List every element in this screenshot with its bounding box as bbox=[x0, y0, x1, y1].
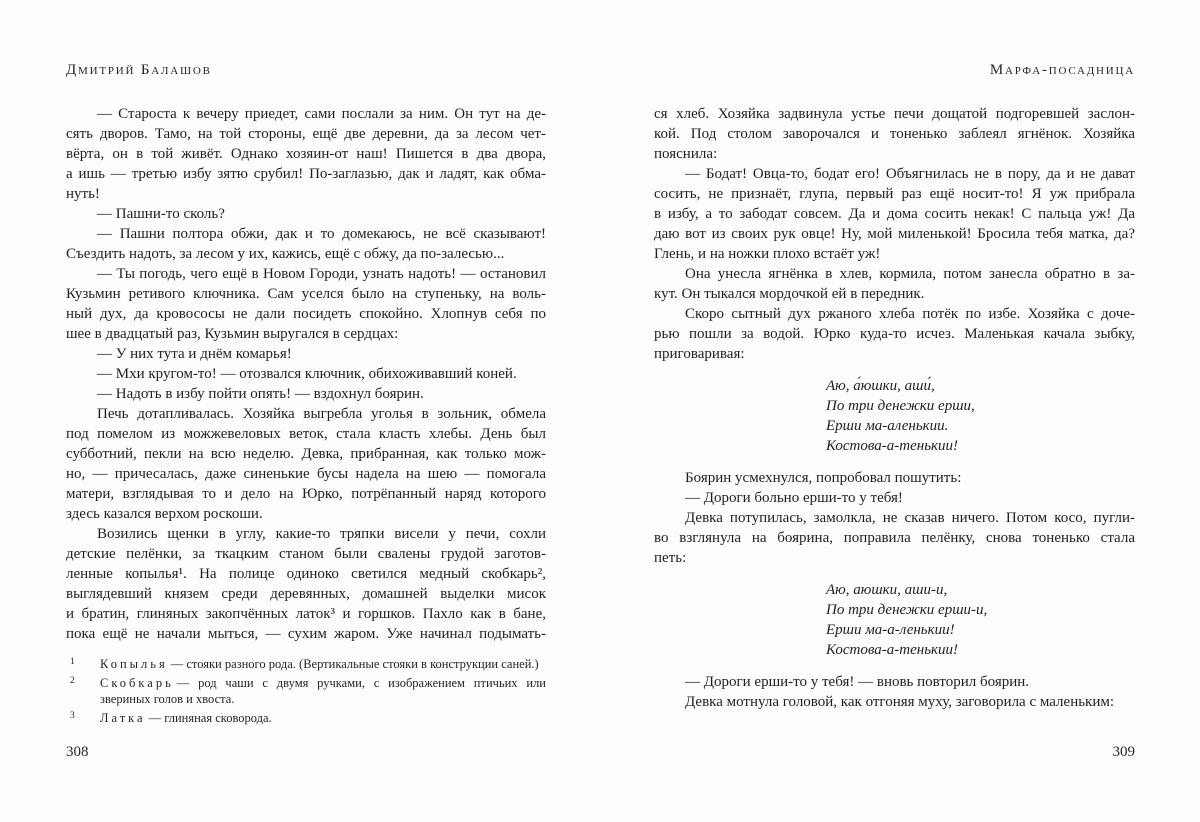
text-line: здесь казался верхом роскоши. bbox=[66, 506, 263, 522]
text-line: — Дороги ерши-то у тебя! — вновь повторил боярин. bbox=[685, 674, 1030, 690]
verse-line: Ерши ма-аленькии. bbox=[826, 418, 949, 434]
verse-line: Аю, а́юшки, аши́, bbox=[826, 378, 935, 394]
text-line: — Бодат! Овца-то, бодат его! Объягнилась не в пору, да и не дават bbox=[685, 166, 1135, 182]
verse-line: Аю, аюшки, аши-и, bbox=[826, 582, 948, 598]
text-line: — Ты погодь, чего ещё в Новом Городи, узнать надоть! — остановил bbox=[97, 266, 546, 282]
left-page-body bbox=[66, 104, 546, 726]
text-line: — Надоть в избу пойти опять! — вздохнул боярин. bbox=[97, 386, 424, 402]
text-line: Она унесла ягнёнка в хлев, кормила, потом занесла обратно в за- bbox=[685, 266, 1135, 282]
right-page bbox=[654, 62, 1135, 802]
footnote-marker: 2 bbox=[70, 676, 75, 686]
text-line: вёрта, он в той живёт. Однако хозяин-от наш! Пишется в два двора, bbox=[66, 146, 546, 162]
text-line: сосить, не признаёт, глупа, первый раз ещё носит-то! Я уж прибрала bbox=[654, 186, 1135, 202]
text-line: даю вот из своих рук овце! Ну, мой миленькой! Бросила тебя матка, да? bbox=[654, 226, 1135, 242]
footnote-text: — род чаши с двумя ручками, с изображением птичьих или звериных голов и хвоста. bbox=[100, 676, 546, 706]
text-line: Боярин усмехнулся, попробовал пошутить: bbox=[685, 470, 962, 486]
footnote-term: Копылья bbox=[100, 657, 168, 671]
text-line: ленные копылья¹. На полице одиноко светился медный скобкарь², bbox=[66, 566, 546, 582]
text-line: петь: bbox=[654, 550, 687, 566]
page-number-left: 308 bbox=[66, 744, 89, 760]
verse-line: Ерши ма-а-ленькии! bbox=[826, 622, 955, 638]
text-line: приговаривая: bbox=[654, 346, 745, 362]
text-line: рью пошли за водой. Юрко куда-то исчез. Маленькая качала зыбку, bbox=[654, 326, 1135, 342]
text-line: — Пашни-то сколь? bbox=[97, 206, 225, 222]
text-line: нуть! bbox=[66, 186, 100, 202]
text-line: Печь дотапливалась. Хозяйка выгребла уголья в зольник, обмела bbox=[97, 406, 546, 422]
running-head-title: Марфа-посадница bbox=[989, 62, 1135, 78]
text-line: ся хлеб. Хозяйка задвинула устье печи дощатой подгоревшей заслон- bbox=[654, 106, 1135, 122]
footnote bbox=[66, 710, 546, 726]
text-line: — Староста к вечеру приедет, сами послали за ним. Он тут на де- bbox=[97, 106, 546, 122]
left-page bbox=[66, 62, 546, 802]
text-line: — Дороги больно ерши-то у тебя! bbox=[685, 490, 903, 506]
verse-line: По три денежки ерши-и, bbox=[826, 602, 988, 618]
text-line: детские пелёнки, за ткацким станом были свалены грудой заготов- bbox=[66, 546, 546, 562]
text-line: Девка мотнула головой, как отгоняя муху, заговорила с маленьким: bbox=[685, 694, 1115, 710]
text-line: и братин, глиняных закопчённых латок³ и горшков. Пахло как в бане, bbox=[66, 606, 546, 622]
text-line: Кузьмин ретивого ключника. Сам уселся было на ступеньку, на воль- bbox=[66, 286, 546, 302]
text-line: Глень, и на ножки плохо встаёт уж! bbox=[654, 246, 881, 262]
footnote-marker: 1 bbox=[70, 657, 75, 667]
footnotes bbox=[66, 656, 546, 726]
body-text-right-3 bbox=[654, 672, 1135, 712]
footnote-text: — стояки разного рода. (Вертикальные стояки в конструкции саней.) bbox=[170, 657, 539, 671]
verse-line: Костова-а-тенькии! bbox=[826, 438, 959, 454]
text-line: Скоро сытный дух ржаного хлеба потёк по избе. Хозяйка с доче- bbox=[685, 306, 1135, 322]
verse-line: По три денежки ерши, bbox=[826, 398, 975, 414]
text-line: Возились щенки в углу, какие-то тряпки висели у печи, сохли bbox=[97, 526, 546, 542]
text-line: матери, взглядывая то и дело на Юрко, потрёпанный наряд которого bbox=[66, 486, 546, 502]
text-line: пока ещё не начали мыться, — сухим жаром. Уже начинал подымать- bbox=[66, 626, 546, 642]
body-text-right-2 bbox=[654, 468, 1135, 568]
text-line: во взглянула на боярина, поправила пелёнку, снова тоненько стала bbox=[654, 530, 1135, 546]
footnote-term: Латка bbox=[100, 711, 146, 725]
verse-line: Костова-а-тенькии! bbox=[826, 642, 959, 658]
text-line: — У них тута и днём комарья! bbox=[97, 346, 292, 362]
text-line: в избу, а то забодат совсем. Да и дома сосить некак! С пальца уж! Да bbox=[654, 206, 1135, 222]
running-head-author: Дмитрий Балашов bbox=[66, 62, 212, 78]
text-line: но, — причесалась, даже синенькие бусы надела на шею — помогала bbox=[66, 466, 546, 482]
verse-block-2 bbox=[654, 580, 1135, 660]
text-line: сять дворов. Тамо, на той стороны, ещё две деревни, да за лесом чет- bbox=[66, 126, 546, 142]
text-line: кой. Под столом заворочался и тоненько заблеял ягнёнок. Хозяйка bbox=[654, 126, 1135, 142]
footnote bbox=[66, 656, 546, 672]
body-text-right-1 bbox=[654, 104, 1135, 364]
text-line: — Пашни полтора обжи, дак и то домекаюсь, не всё сказывают! bbox=[97, 226, 546, 242]
text-line: Съездить надоть, за лесом у их, кажись, ещё с обжу, да по-залесью... bbox=[66, 246, 505, 262]
footnote-term: Скобкарь bbox=[100, 676, 174, 690]
text-line: выглядевший князем среди деревянных, домашней выделки мисок bbox=[66, 586, 546, 602]
right-page-body bbox=[654, 104, 1135, 712]
text-line: кут. Он тыкался мордочкой ей в передник. bbox=[654, 286, 925, 302]
text-line: пояснила: bbox=[654, 146, 718, 162]
footnote bbox=[66, 675, 546, 707]
page-number-right: 309 bbox=[1112, 744, 1135, 760]
text-line: а ишь — третью избу зятю срубил! По-заглазью, дак и ладят, как обма- bbox=[66, 166, 546, 182]
text-line: субботний, пекли на всю неделю. Девка, прибранная, как только мож- bbox=[66, 446, 546, 462]
text-line: шее в двадцатый раз, Кузьмин выругался в сердцах: bbox=[66, 326, 399, 342]
text-line: Девка потупилась, замолкла, не сказав ничего. Потом косо, пугли- bbox=[685, 510, 1135, 526]
text-line: — Мхи кругом-то! — отозвался ключник, обихоживавший коней. bbox=[97, 366, 517, 382]
footnote-marker: 3 bbox=[70, 711, 75, 721]
text-line: под помелом из можжевеловых веток, стала класть хлебы. День был bbox=[66, 426, 546, 442]
verse-block-1 bbox=[654, 376, 1135, 456]
text-line: ный дух, да кровососы не дали посидеть спокойно. Хлопнув себя по bbox=[66, 306, 546, 322]
footnote-text: — глиняная сковорода. bbox=[148, 711, 272, 725]
body-text-left bbox=[66, 104, 546, 644]
